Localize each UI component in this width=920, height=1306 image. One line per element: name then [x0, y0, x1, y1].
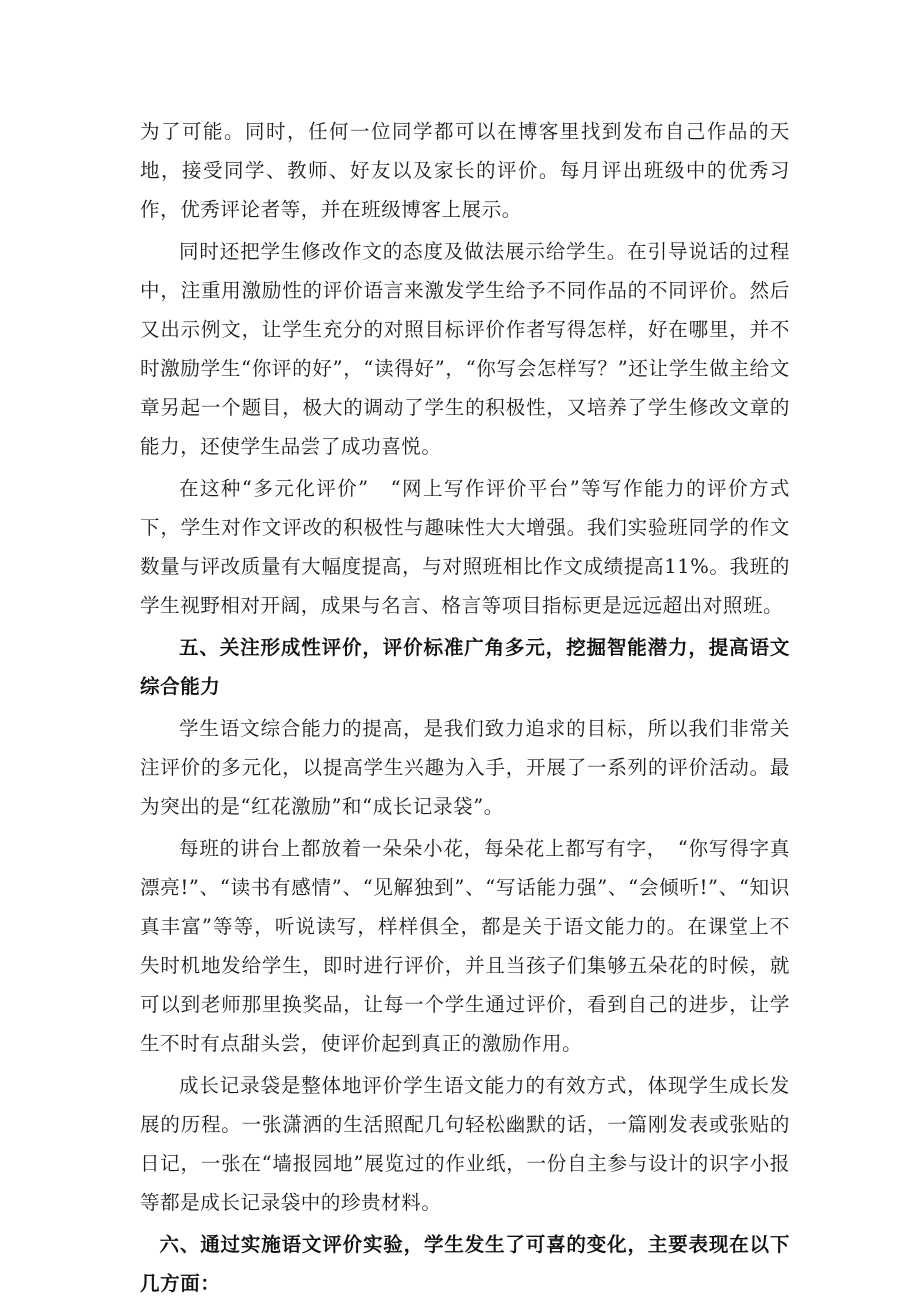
document-body — [140, 112, 790, 1306]
section-heading-six: 六、通过实施语文评价实验，学生发生了可喜的变化，主要表现在以下几方面： — [140, 1233, 790, 1295]
paragraph-growth-portfolio: 成长记录袋是整体地评价学生语文能力的有效方式，体现学生成长发展的历程。一张潇洒的生活照配几句轻松幽默的话，一篇刚发表或张贴的日记，一张在“墙报园地”展览过的作业纸，一份自主参与设计的识字小报等都是成长记录袋中的珍贵材料。 — [140, 1074, 790, 1214]
paragraph-writing-results: 在这种“多元化评价” “网上写作评价平台”等写作能力的评价方式下，学生对作文评改的积极性与趣味性大大增强。我们实验班同学的作文数量与评改质量有大幅度提高，与对照班相比作文成绩提高11%。我班的学生视野相对开阔，成果与名言、格言等项目指标更是远远超出对照班。 — [140, 477, 790, 617]
paragraph-blog-evaluation: 为了可能。同时，任何一位同学都可以在博客里找到发布自己作品的天地，接受同学、教师、好友以及家长的评价。每月评出班级中的优秀习作，优秀评论者等，并在班级博客上展示。 — [140, 120, 790, 221]
paragraph-revision-demonstration: 同时还把学生修改作文的态度及做法展示给学生。在引导说话的过程中，注重用激励性的评价语言来激发学生给予不同作品的不同评价。然后又出示例文，让学生充分的对照目标评价作者写得怎样，好在哪里，并不时激励学生“你评的好”，“读得好”，“你写会怎样写？”还让学生做主给文章另起一个题目，极大的调动了学生的积极性，又培养了学生修改文章的能力，还使学生品尝了成功喜悦。 — [140, 240, 790, 458]
paragraph-comprehensive-ability: 学生语文综合能力的提高，是我们致力追求的目标，所以我们非常关注评价的多元化，以提高学生兴趣为入手，开展了一系列的评价活动。最为突出的是“红花激励”和“成长记录袋”。 — [140, 717, 790, 818]
section-heading-five: 五、关注形成性评价，评价标准广角多元，挖掘智能潜力，提高语文综合能力 — [140, 636, 790, 698]
paragraph-red-flower: 每班的讲台上都放着一朵朵小花，每朵花上都写有字， “你写得字真漂亮!”、“读书有感情”、“见解独到”、“写话能力强”、“会倾听!”、“知识真丰富”等等，听说读写，样样俱全，都是关于语文能力的。在课堂上不失时机地发给学生，即时进行评价，并且当孩子们集够五朵花的时候，就可以到老师那里换奖品，让每一个学生通过评价，看到自己的进步，让学生不时有点甜头尝，使评价起到真正的激励作用。 — [140, 837, 790, 1055]
